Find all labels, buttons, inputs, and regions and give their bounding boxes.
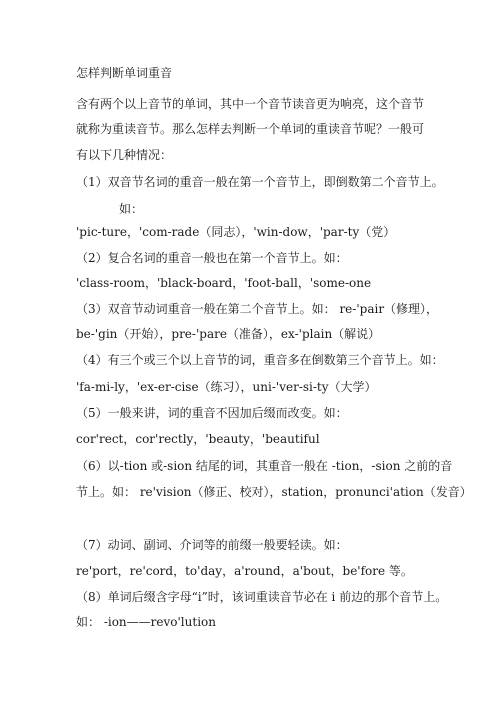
rule-1-example-label: 如：: [119, 202, 144, 216]
intro-line-2: 就称为重读音节。那么怎样去判断一个单词的重读音节呢？一般可: [76, 122, 425, 136]
rule-2-examples: 'class-room，'black-board，'foot-ball，'some-one: [76, 276, 372, 290]
rule-6-text: （6）以-tion 或-sion 结尾的词，其重音一般在 -tion，-sion 之前的音: [76, 459, 453, 473]
rule-4-text: （4）有三个或三个以上音节的词，重音多在倒数第三个音节上。如：: [76, 353, 444, 367]
rule-1-text: （1）双音节名词的重音一般在第一个音节上，即倒数第二个音节上。: [76, 175, 444, 189]
document-title: 怎样判断单词重音: [76, 66, 173, 80]
rule-5-text: （5）一般来讲，词的重音不因加后缀而改变。如：: [76, 406, 348, 420]
rule-1-examples: 'pic-ture，'com-rade（同志），'win-dow，'par-ty（党）: [76, 225, 396, 239]
intro-line-3: 有以下几种情况：: [76, 148, 173, 162]
rule-7-text: （7）动词、副词、介词等的前缀一般要轻读。如：: [76, 538, 348, 552]
intro-line-1: 含有两个以上音节的单词，其中一个音节读音更为响亮，这个音节: [76, 97, 425, 111]
rule-8-examples: 如： -ion——revo'lution: [76, 615, 216, 629]
rule-8-text: （8）单词后缀含字母“i”时，该词重读音节必在 i 前边的那个音节上。: [76, 590, 448, 604]
rule-3-text: （3）双音节动词重音一般在第二个音节上。如： re-'pair（修理），: [76, 302, 439, 316]
rule-4-examples: 'fa-mi-ly，'ex-er-cise（练习），uni-'ver-si-ty（大学）: [76, 380, 377, 394]
rule-6-examples: 节上。如： re'vision（修正、校对），station，pronunci'ation（发音）: [76, 485, 472, 499]
rule-7-examples: re'port，re'cord，to'day，a'round，a'bout，be'fore 等。: [76, 564, 413, 578]
rule-2-text: （2）复合名词的重音一般也在第一个音节上。如：: [76, 251, 348, 265]
rule-5-examples: cor'rect，cor'rectly，'beauty，'beautiful: [76, 432, 320, 446]
rule-3-examples: be-'gin（开始），pre-'pare（准备），ex-'plain（解说）: [76, 327, 381, 341]
